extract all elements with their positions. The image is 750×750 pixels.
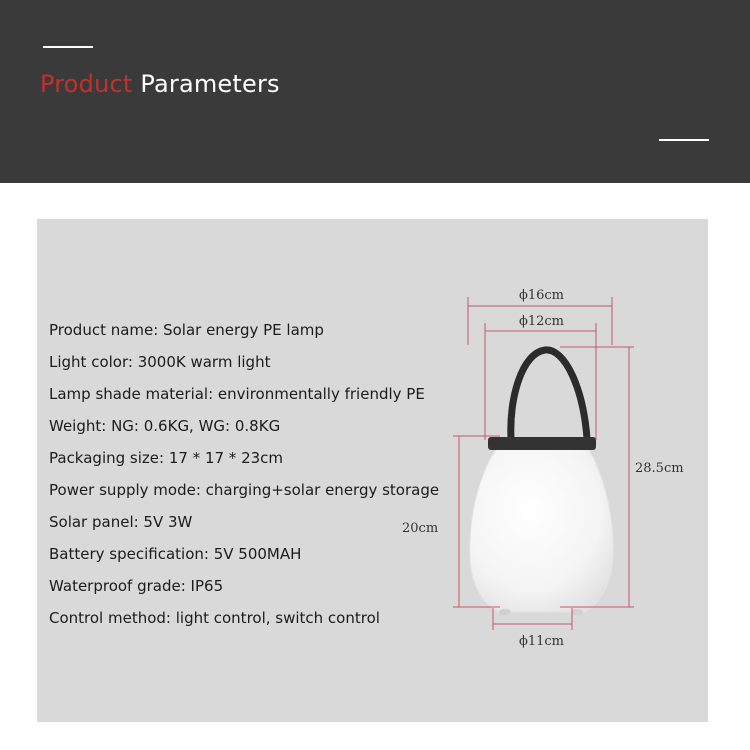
spec-weight: Weight: NG: 0.6KG, WG: 0.8KG [49, 417, 281, 435]
page-title-rest: Parameters [140, 70, 280, 98]
lamp-foot-left [499, 609, 511, 615]
lamp-shade [470, 448, 613, 612]
spec-waterproof: Waterproof grade: IP65 [49, 577, 224, 595]
base-diameter-label: ϕ11cm [519, 634, 565, 649]
spec-control-method: Control method: light control, switch control [49, 609, 380, 627]
spec-solar-panel: Solar panel: 5V 3W [49, 513, 193, 531]
page-title-highlight: Product [40, 70, 133, 98]
body-height-label: 20cm [402, 521, 439, 536]
spec-shade-material: Lamp shade material: environmentally friendly PE [49, 385, 425, 403]
total-height-label: 28.5cm [635, 461, 684, 476]
spec-battery: Battery specification: 5V 500MAH [49, 545, 302, 563]
spec-light-color: Light color: 3000K warm light [49, 353, 271, 371]
lamp-lid [488, 437, 596, 450]
lamp-handle [511, 350, 587, 438]
inner-diameter-label: ϕ12cm [519, 314, 565, 329]
spec-product-name: Product name: Solar energy PE lamp [49, 321, 324, 339]
spec-power-supply: Power supply mode: charging+solar energy storage [49, 481, 440, 499]
lamp-foot-right [571, 609, 583, 615]
spec-packaging-size: Packaging size: 17 * 17 * 23cm [49, 449, 284, 467]
outer-diameter-label: ϕ16cm [519, 288, 565, 303]
